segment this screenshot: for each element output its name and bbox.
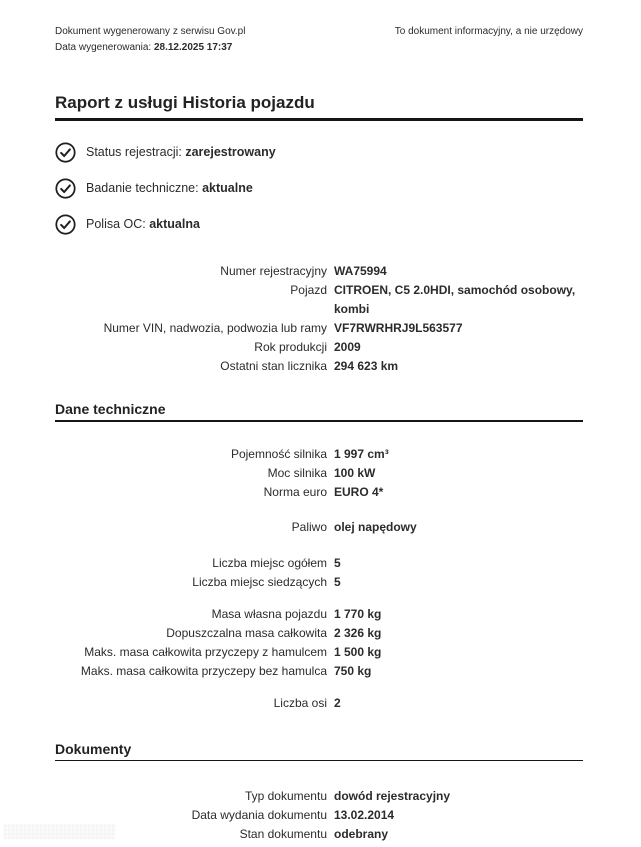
meta-header — [55, 24, 583, 56]
kv-label: Paliwo — [291, 519, 327, 534]
status-text — [86, 181, 253, 195]
kv-label: Liczba miejsc ogółem — [212, 555, 327, 570]
kv-value: dowód rejestracyjny — [334, 789, 451, 803]
kv-row — [55, 554, 583, 573]
kv-row — [55, 357, 583, 376]
kv-label: Pojazd — [290, 283, 327, 297]
kv-label: Moc silnika — [267, 465, 327, 480]
kv-row — [55, 694, 583, 713]
kv-value: odebrany — [334, 827, 389, 841]
kv-label: Norma euro — [263, 484, 327, 499]
group-engine — [55, 445, 583, 502]
kv-row — [55, 624, 583, 643]
kv-row — [55, 605, 583, 624]
documents-table — [55, 787, 583, 844]
group-fuel — [55, 518, 583, 537]
kv-value: olej napędowy — [334, 519, 417, 534]
kv-value: 5 — [334, 555, 341, 570]
vehicle-info-table — [55, 262, 583, 376]
status-item-insurance — [55, 213, 583, 235]
kv-row — [55, 573, 583, 592]
section-documents — [55, 740, 583, 845]
kv-label: Liczba osi — [273, 695, 327, 710]
kv-value: 294 623 km — [334, 359, 399, 373]
kv-value: 750 kg — [334, 663, 372, 678]
kv-value: EURO 4* — [334, 484, 384, 499]
kv-value: 1 500 kg — [334, 644, 382, 659]
section-rule — [55, 760, 583, 762]
status-value: aktualna — [149, 217, 200, 231]
section-rule — [55, 420, 583, 422]
kv-row — [55, 464, 583, 483]
kv-value: 1 997 cm³ — [334, 446, 389, 461]
kv-label: Stan dokumentu — [239, 827, 327, 841]
kv-row — [55, 262, 583, 281]
title-rule — [55, 118, 583, 121]
kv-value: 2009 — [334, 340, 361, 354]
status-value: zarejestrowany — [185, 145, 276, 159]
kv-row — [55, 338, 583, 357]
kv-row — [55, 643, 583, 662]
kv-value: VF7RWRHRJ9L563577 — [334, 321, 463, 335]
kv-label: Numer VIN, nadwozia, podwozia lub ramy — [103, 321, 327, 335]
watermark — [4, 824, 116, 839]
status-label: Polisa OC: — [86, 217, 150, 231]
kv-row — [55, 319, 583, 338]
kv-row — [55, 787, 583, 806]
status-item-inspection — [55, 177, 583, 199]
kv-row — [55, 483, 583, 502]
generation-date-label: Data wygenerowania: — [55, 42, 154, 53]
kv-label: Typ dokumentu — [244, 789, 327, 803]
status-list — [55, 141, 583, 235]
kv-row — [55, 281, 583, 319]
kv-row — [55, 518, 583, 537]
status-text — [86, 145, 276, 159]
kv-row — [55, 445, 583, 464]
kv-value: 100 kW — [334, 465, 376, 480]
status-text — [86, 217, 200, 231]
page-title: Raport z usługi Historia pojazdu — [55, 93, 315, 112]
check-circle-icon — [55, 178, 76, 199]
kv-value: 1 770 kg — [334, 606, 382, 621]
generated-from-text: Dokument wygenerowany z serwisu Gov.pl — [55, 26, 246, 37]
status-label: Status rejestracji: — [86, 145, 186, 159]
group-mass — [55, 605, 583, 681]
kv-value: 5 — [334, 574, 341, 589]
status-item-registration — [55, 141, 583, 163]
meta-left — [55, 24, 245, 56]
section-heading-documents: Dokumenty — [55, 740, 132, 757]
kv-row — [55, 806, 583, 825]
section-technical — [55, 400, 583, 713]
kv-row — [55, 662, 583, 681]
status-value: aktualne — [202, 181, 253, 195]
kv-label: Numer rejestracyjny — [220, 264, 327, 278]
kv-label: Pojemność silnika — [230, 446, 327, 461]
kv-label: Rok produkcji — [254, 340, 327, 354]
kv-label: Maks. masa całkowita przyczepy z hamulcem — [84, 644, 327, 659]
kv-value: CITROEN, C5 2.0HDI, samochód osobowy, kombi — [334, 283, 576, 316]
kv-value: 2 326 kg — [334, 625, 382, 640]
kv-row — [55, 825, 583, 844]
kv-label: Maks. masa całkowita przyczepy bez hamulca — [80, 663, 327, 678]
kv-label: Ostatni stan licznika — [220, 359, 327, 373]
kv-label: Liczba miejsc siedzących — [192, 574, 327, 589]
kv-label: Masa własna pojazdu — [211, 606, 327, 621]
group-axles — [55, 694, 583, 713]
disclaimer-text: To dokument informacyjny, a nie urzędowy — [394, 26, 583, 37]
kv-value: WA75994 — [334, 264, 387, 278]
group-seats — [55, 554, 583, 592]
check-circle-icon — [55, 214, 76, 235]
kv-value: 2 — [334, 695, 341, 710]
generation-date-line — [55, 40, 245, 56]
check-circle-icon — [55, 142, 76, 163]
status-label: Badanie techniczne: — [86, 181, 203, 195]
kv-value: 13.02.2014 — [334, 808, 395, 822]
generation-date-value: 28.12.2025 17:37 — [153, 42, 233, 53]
kv-label: Dopuszczalna masa całkowita — [166, 625, 327, 640]
section-heading-technical: Dane techniczne — [55, 401, 166, 417]
kv-label: Data wydania dokumentu — [191, 808, 327, 822]
